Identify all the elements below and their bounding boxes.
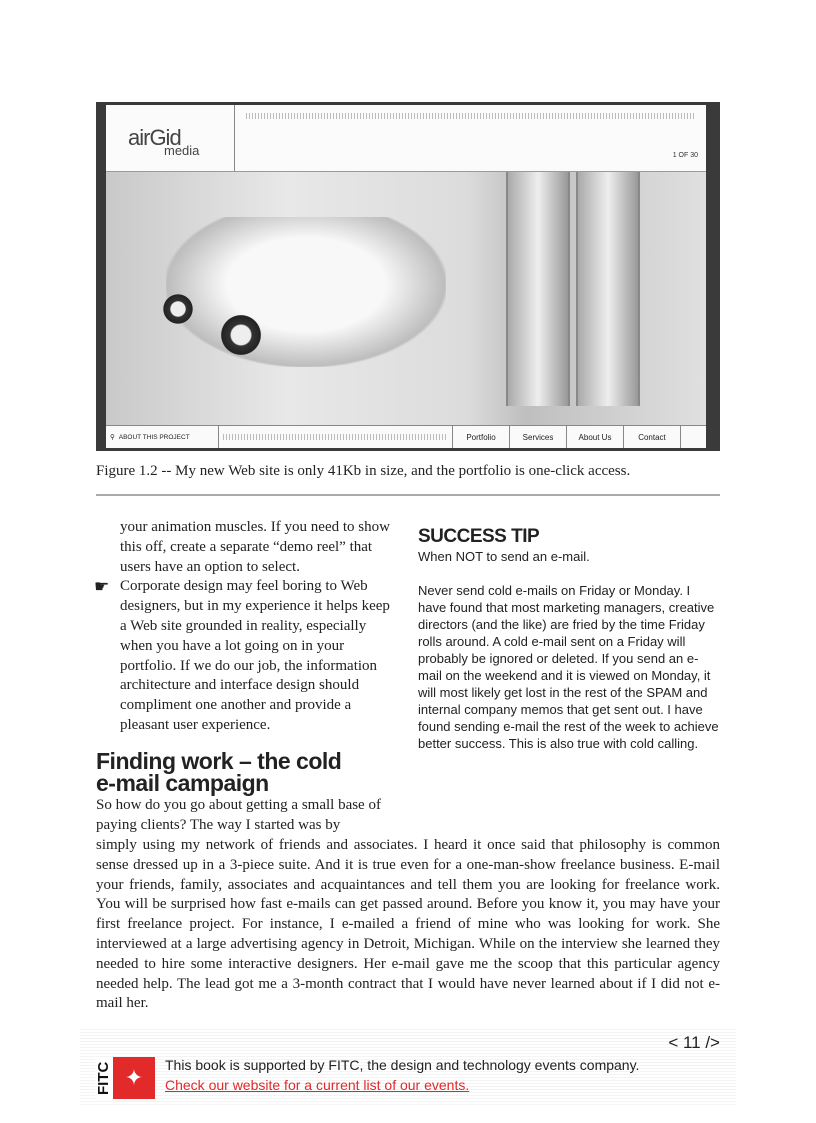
page-number: < 11 />: [668, 1033, 720, 1052]
logo-sub: media: [164, 143, 200, 158]
wheel: [161, 292, 195, 326]
website-screenshot: [96, 102, 720, 451]
nav-portfolio[interactable]: Portfolio: [452, 426, 509, 448]
wheel: [218, 312, 264, 358]
site-nav: [106, 425, 706, 448]
section-heading: [96, 750, 341, 794]
decorative-dots: [223, 434, 448, 440]
tip-subtitle: When NOT to send an e-mail.: [418, 549, 590, 564]
about-project-button[interactable]: [106, 426, 219, 448]
left-column: [94, 518, 390, 736]
tip-body: Never send cold e-mails on Friday or Monday. I have found that most marketing managers, creative directors (and the like) are fried by the time Friday rolls around. A cold e-mail sent on a Friday will probably be ignored or deleted. If you send an e-mail on the weekend and it is viewed on Monday, it will most likely get lost in the rest of the SPAM and internal company memos that get sent out. I have found sending e-mail the rest of the week to achieve better success. This is also true with cold calling.: [418, 583, 719, 751]
search-icon: ⚲: [110, 434, 115, 441]
support-text: This book is supported by FITC, the design and technology events company.: [165, 1057, 640, 1073]
decorative-dots: [246, 113, 696, 119]
fitc-logo: FITC ✦: [95, 1057, 155, 1099]
nav-contact[interactable]: Contact: [623, 426, 681, 448]
about-label: ABOUT THIS PROJECT: [118, 433, 190, 441]
heading-line: e-mail campaign: [96, 770, 269, 796]
fitc-mascot-icon: ✦: [113, 1057, 155, 1099]
van-photo: [106, 172, 706, 426]
site-header: [106, 105, 706, 172]
divider: [96, 494, 720, 496]
figure-caption: Figure 1.2 -- My new Web site is only 41Kb in size, and the portfolio is one-click access.: [96, 463, 631, 479]
heading-line: Finding work – the cold: [96, 748, 342, 774]
pointing-hand-icon: ☛: [94, 577, 110, 597]
logo-main: airGid: [128, 125, 181, 150]
slide-counter: 1 OF 30: [672, 152, 698, 159]
section-body: simply using my network of friends and associates. I heard it once said that philosophy is common sense dressed up in a 3-piece suite. And it is true even for a one-man-show freelance business. E-mail your friends, family, associates and acquaintances and tell them you are looking for freelance work. You will be surprised how fast e-mails can get passed around. Before you know it, you may have your first freelance project. For instance, I e-mailed a friend of mine who was looking for work. She interviewed at a large advertising agency in Detroit, Michigan. While on the interview she learned they needed to hire some interactive designers. Her e-mail gave me the scoop that this particular agency needed help. The lead got me a 3-month contract that I would have never learned about if I did not e-mail her.: [96, 837, 720, 1012]
events-link[interactable]: Check our website for a current list of our events.: [165, 1077, 470, 1093]
footer: [80, 1027, 736, 1105]
bullet-text: Corporate design may feel boring to Web designers, but in my experience it helps keep a Web site grounded in reality, especially when you have a lot going on in your portfolio. If we do our job, the information architecture and interface design should compliment one another and provide a pleasant user experience.: [120, 578, 390, 733]
elevator-door: [576, 172, 640, 406]
van-image: [166, 217, 446, 367]
success-tip: [418, 526, 720, 769]
section-intro: So how do you go about getting a small base of paying clients? The way I started was by: [96, 797, 381, 833]
paragraph: your animation muscles. If you need to show this off, create a separate “demo reel” that users have an option to select.: [120, 519, 390, 575]
site-logo: [128, 125, 199, 158]
nav-services[interactable]: Services: [509, 426, 566, 448]
bullet-item: [94, 577, 390, 735]
tip-title: SUCCESS TIP: [418, 526, 540, 547]
elevator-door: [506, 172, 570, 406]
nav-about-us[interactable]: About Us: [566, 426, 623, 448]
